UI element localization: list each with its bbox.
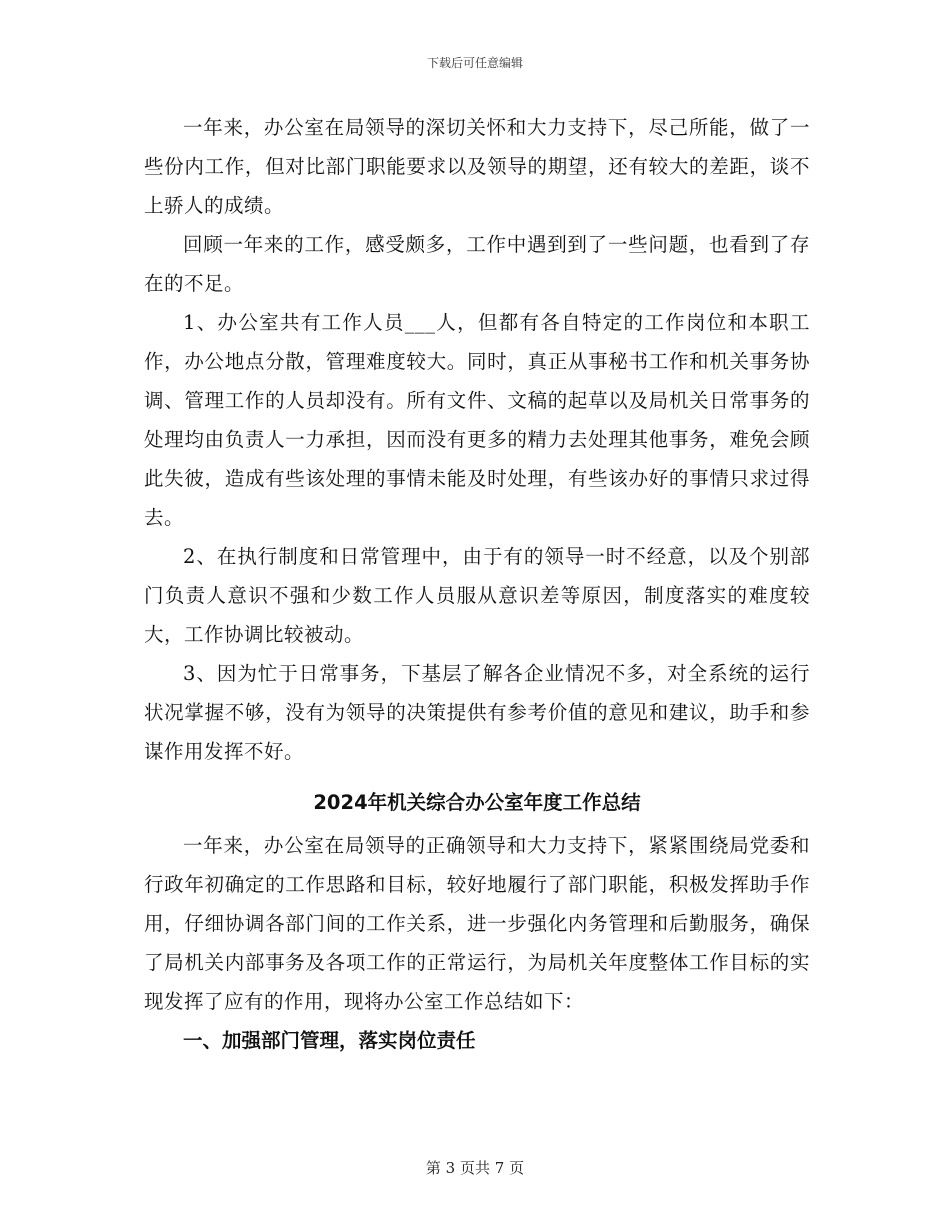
document-body — [144, 108, 810, 1060]
document-title: 2024年机关综合办公室年度工作总结 — [313, 791, 641, 814]
paragraph: 1、办公室共有工作人员___人，但都有各自特定的工作岗位和本职工作，办公地点分散，管理难度较大。同时，真正从事秘书工作和机关事务协调、管理工作的人员却没有。所有文件、文稿的起草以及局机关日常事务的处理均由负责人一力承担，因而没有更多的精力去处理其他事务，难免会顾此失彼，造成有些该处理的事情未能及时处理，有些该办好的事情只求过得去。 — [144, 311, 810, 529]
paragraph: 回顾一年来的工作，感受颇多，工作中遇到到了一些问题，也看到了存在的不足。 — [144, 233, 810, 295]
paragraph: 3、因为忙于日常事务，下基层了解各企业情况不多，对全系统的运行状况掌握不够，没有为领导的决策提供有参考价值的意见和建议，助手和参谋作用发挥不好。 — [144, 662, 810, 763]
paragraph: 一年来，办公室在局领导的正确领导和大力支持下，紧紧围绕局党委和行政年初确定的工作思路和目标，较好地履行了部门职能，积极发挥助手作用，仔细协调各部门间的工作关系，进一步强化内务管理和后勤服务，确保了局机关内部事务及各项工作的正常运行，为局机关年度整体工作目标的实现发挥了应有的作用，现将办公室工作总结如下： — [144, 834, 810, 1013]
paragraph: 2、在执行制度和日常管理中，由于有的领导一时不经意，以及个别部门负责人意识不强和少数工作人员服从意识差等原因，制度落实的难度较大，工作协调比较被动。 — [144, 545, 810, 646]
paragraph: 一年来，办公室在局领导的深切关怀和大力支持下，尽己所能，做了一些份内工作，但对比部门职能要求以及领导的期望，还有较大的差距，谈不上骄人的成绩。 — [144, 116, 810, 217]
section-heading: 一、加强部门管理，落实岗位责任 — [183, 1029, 476, 1052]
page-number-footer: 第 3 页共 7 页 — [425, 1159, 525, 1177]
page-header-note: 下载后可任意编辑 — [426, 56, 523, 70]
